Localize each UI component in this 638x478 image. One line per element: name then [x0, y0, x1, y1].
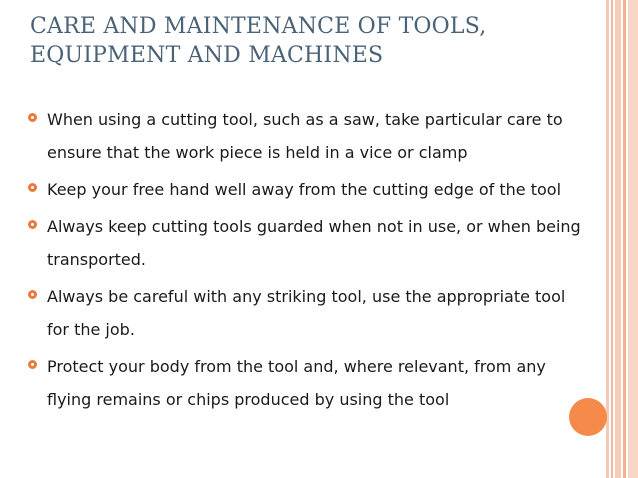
bullet-item: [28, 103, 588, 169]
stripe: [615, 0, 621, 478]
stripe: [611, 0, 613, 478]
stripe: [628, 0, 638, 478]
bullet-text: Keep your free hand well away from the cutting edge of the tool: [47, 180, 562, 199]
hollow-circle-bullet-icon: [28, 290, 37, 299]
decorative-stripes: [606, 0, 638, 478]
bullet-text: When using a cutting tool, such as a saw, take particular care to ensure that the work piece is held in a vice or clamp: [47, 110, 563, 162]
hollow-circle-bullet-icon: [28, 220, 37, 229]
bullet-text: Protect your body from the tool and, where relevant, from any flying remains or chips produced by using the tool: [47, 357, 546, 409]
hollow-circle-bullet-icon: [28, 113, 37, 122]
stripe: [606, 0, 609, 478]
slide-title: CARE AND MAINTENANCE OF TOOLS, EQUIPMENT AND MACHINES: [30, 14, 487, 68]
bullet-text: Always keep cutting tools guarded when not in use, or when being transported.: [47, 217, 581, 269]
bullet-item: [28, 350, 588, 416]
hollow-circle-bullet-icon: [28, 183, 37, 192]
bullet-item: [28, 173, 588, 206]
hollow-circle-bullet-icon: [28, 360, 37, 369]
bullet-text: Always be careful with any striking tool, use the appropriate tool for the job.: [47, 287, 566, 339]
stripe: [623, 0, 626, 478]
bullet-item: [28, 280, 588, 346]
bullet-item: [28, 210, 588, 276]
bullet-list: [28, 103, 588, 420]
